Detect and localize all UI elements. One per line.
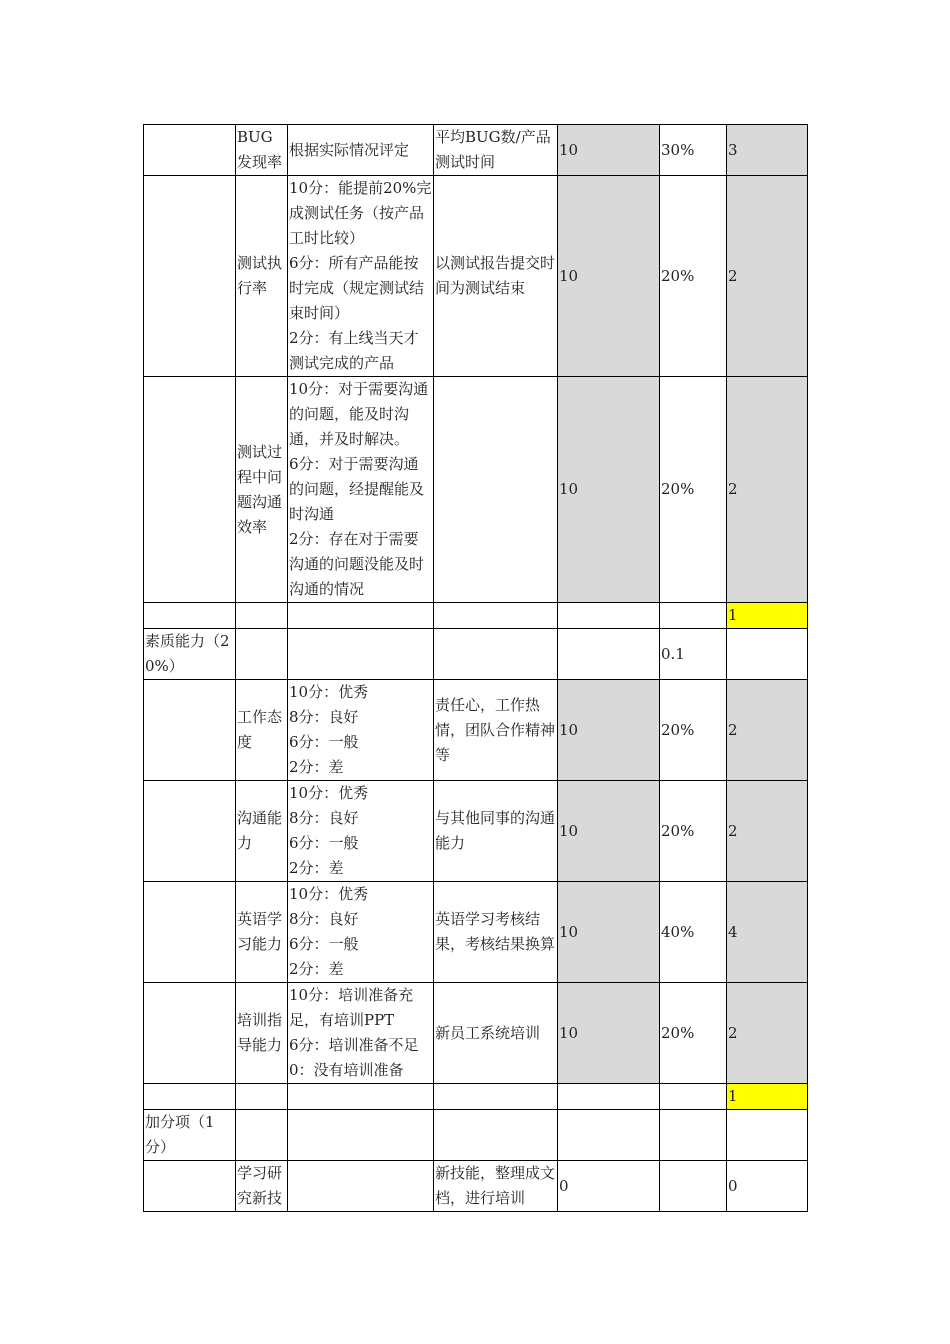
empty-cell <box>434 1110 558 1161</box>
indicator-cell: BUG发现率 <box>236 125 288 176</box>
table-row <box>144 125 808 176</box>
criteria-line: 8分：良好 <box>289 910 359 928</box>
empty-cell <box>558 1110 660 1161</box>
criteria-line: 2分：有上线当天才测试完成的产品 <box>289 329 419 372</box>
criteria-line: 2分：差 <box>289 758 344 776</box>
criteria-line: 10分：优秀 <box>289 784 369 802</box>
criteria-cell <box>288 377 434 603</box>
empty-cell <box>727 629 808 680</box>
subtotal-cell: 1 <box>727 1084 808 1110</box>
criteria-line: 6分：一般 <box>289 834 359 852</box>
result-cell: 0 <box>727 1161 808 1212</box>
criteria-line: 6分：对于需要沟通的问题，经提醒能及时沟通 <box>289 455 425 523</box>
criteria-cell <box>288 983 434 1084</box>
indicator-cell: 沟通能力 <box>236 781 288 882</box>
criteria-cell <box>288 1161 434 1212</box>
indicator-cell: 培训指导能力 <box>236 983 288 1084</box>
section-title: 加分项（1分） <box>144 1110 236 1161</box>
category-cell <box>144 176 236 377</box>
weight-cell: 20% <box>660 377 727 603</box>
weight-cell: 30% <box>660 125 727 176</box>
criteria-cell: 根据实际情况评定 <box>288 125 434 176</box>
empty-cell <box>434 603 558 629</box>
empty-cell <box>144 1084 236 1110</box>
kpi-table <box>143 124 808 1212</box>
empty-cell <box>236 629 288 680</box>
empty-cell <box>558 1084 660 1110</box>
score-cell: 10 <box>558 377 660 603</box>
indicator-cell: 英语学习能力 <box>236 882 288 983</box>
criteria-cell <box>288 680 434 781</box>
weight-cell: 20% <box>660 176 727 377</box>
description-cell: 与其他同事的沟通能力 <box>434 781 558 882</box>
criteria-line: 2分：存在对于需要沟通的问题没能及时沟通的情况 <box>289 530 425 598</box>
criteria-line: 0：没有培训准备 <box>289 1061 404 1079</box>
score-cell: 10 <box>558 781 660 882</box>
criteria-line: 10分：优秀 <box>289 683 369 701</box>
result-cell: 2 <box>727 680 808 781</box>
score-cell: 10 <box>558 125 660 176</box>
criteria-line: 2分：差 <box>289 859 344 877</box>
section-row <box>144 1110 808 1161</box>
score-cell: 10 <box>558 176 660 377</box>
description-cell: 新技能，整理成文档，进行培训 <box>434 1161 558 1212</box>
weight-cell: 20% <box>660 680 727 781</box>
score-cell: 10 <box>558 983 660 1084</box>
category-cell <box>144 125 236 176</box>
indicator-cell: 学习研究新技 <box>236 1161 288 1212</box>
weight-cell: 40% <box>660 882 727 983</box>
category-cell <box>144 882 236 983</box>
result-cell: 2 <box>727 176 808 377</box>
section-row <box>144 629 808 680</box>
empty-cell <box>660 603 727 629</box>
result-cell: 4 <box>727 882 808 983</box>
criteria-line: 10分：能提前20%完成测试任务（按产品工时比较） <box>289 179 432 247</box>
category-cell <box>144 680 236 781</box>
subtotal-cell: 1 <box>727 603 808 629</box>
empty-cell <box>236 1084 288 1110</box>
criteria-line: 8分：良好 <box>289 708 359 726</box>
description-cell: 平均BUG数/产品测试时间 <box>434 125 558 176</box>
criteria-line: 10分：培训准备充足，有培训PPT <box>289 986 414 1029</box>
criteria-cell <box>288 176 434 377</box>
subtotal-row <box>144 603 808 629</box>
indicator-cell: 测试执行率 <box>236 176 288 377</box>
criteria-line: 2分：差 <box>289 960 344 978</box>
category-cell <box>144 377 236 603</box>
table-row <box>144 983 808 1084</box>
indicator-cell: 工作态度 <box>236 680 288 781</box>
empty-cell <box>288 1110 434 1161</box>
table-row <box>144 377 808 603</box>
subtotal-row <box>144 1084 808 1110</box>
criteria-line: 10分：对于需要沟通的问题，能及时沟通，并及时解决。 <box>289 380 429 448</box>
table-row <box>144 781 808 882</box>
description-cell: 新员工系统培训 <box>434 983 558 1084</box>
category-cell <box>144 781 236 882</box>
result-cell: 3 <box>727 125 808 176</box>
score-cell: 10 <box>558 680 660 781</box>
empty-cell <box>660 1084 727 1110</box>
table-row <box>144 176 808 377</box>
empty-cell <box>288 603 434 629</box>
empty-cell <box>288 629 434 680</box>
description-cell: 以测试报告提交时间为测试结束 <box>434 176 558 377</box>
category-cell <box>144 1161 236 1212</box>
criteria-line: 10分：优秀 <box>289 885 369 903</box>
table-row <box>144 882 808 983</box>
criteria-line: 6分：一般 <box>289 733 359 751</box>
score-cell: 0 <box>558 1161 660 1212</box>
weight-cell <box>660 1161 727 1212</box>
criteria-line: 6分：一般 <box>289 935 359 953</box>
empty-cell <box>236 1110 288 1161</box>
section-weight-cell: 0.1 <box>660 629 727 680</box>
category-cell <box>144 983 236 1084</box>
criteria-line: 8分：良好 <box>289 809 359 827</box>
criteria-cell <box>288 781 434 882</box>
empty-cell <box>660 1110 727 1161</box>
weight-cell: 20% <box>660 781 727 882</box>
criteria-cell <box>288 882 434 983</box>
description-cell <box>434 377 558 603</box>
weight-cell: 20% <box>660 983 727 1084</box>
section-title: 素质能力（20%） <box>144 629 236 680</box>
empty-cell <box>727 1110 808 1161</box>
indicator-cell: 测试过程中问题沟通效率 <box>236 377 288 603</box>
criteria-line: 6分：培训准备不足 <box>289 1036 419 1054</box>
empty-cell <box>288 1084 434 1110</box>
table-row <box>144 680 808 781</box>
empty-cell <box>434 1084 558 1110</box>
empty-cell <box>434 629 558 680</box>
table-row <box>144 1161 808 1212</box>
score-cell: 10 <box>558 882 660 983</box>
empty-cell <box>558 629 660 680</box>
description-cell: 责任心，工作热情，团队合作精神等 <box>434 680 558 781</box>
empty-cell <box>144 603 236 629</box>
empty-cell <box>236 603 288 629</box>
result-cell: 2 <box>727 781 808 882</box>
description-cell: 英语学习考核结果，考核结果换算 <box>434 882 558 983</box>
result-cell: 2 <box>727 983 808 1084</box>
criteria-line: 6分：所有产品能按时完成（规定测试结束时间） <box>289 254 425 322</box>
result-cell: 2 <box>727 377 808 603</box>
empty-cell <box>558 603 660 629</box>
